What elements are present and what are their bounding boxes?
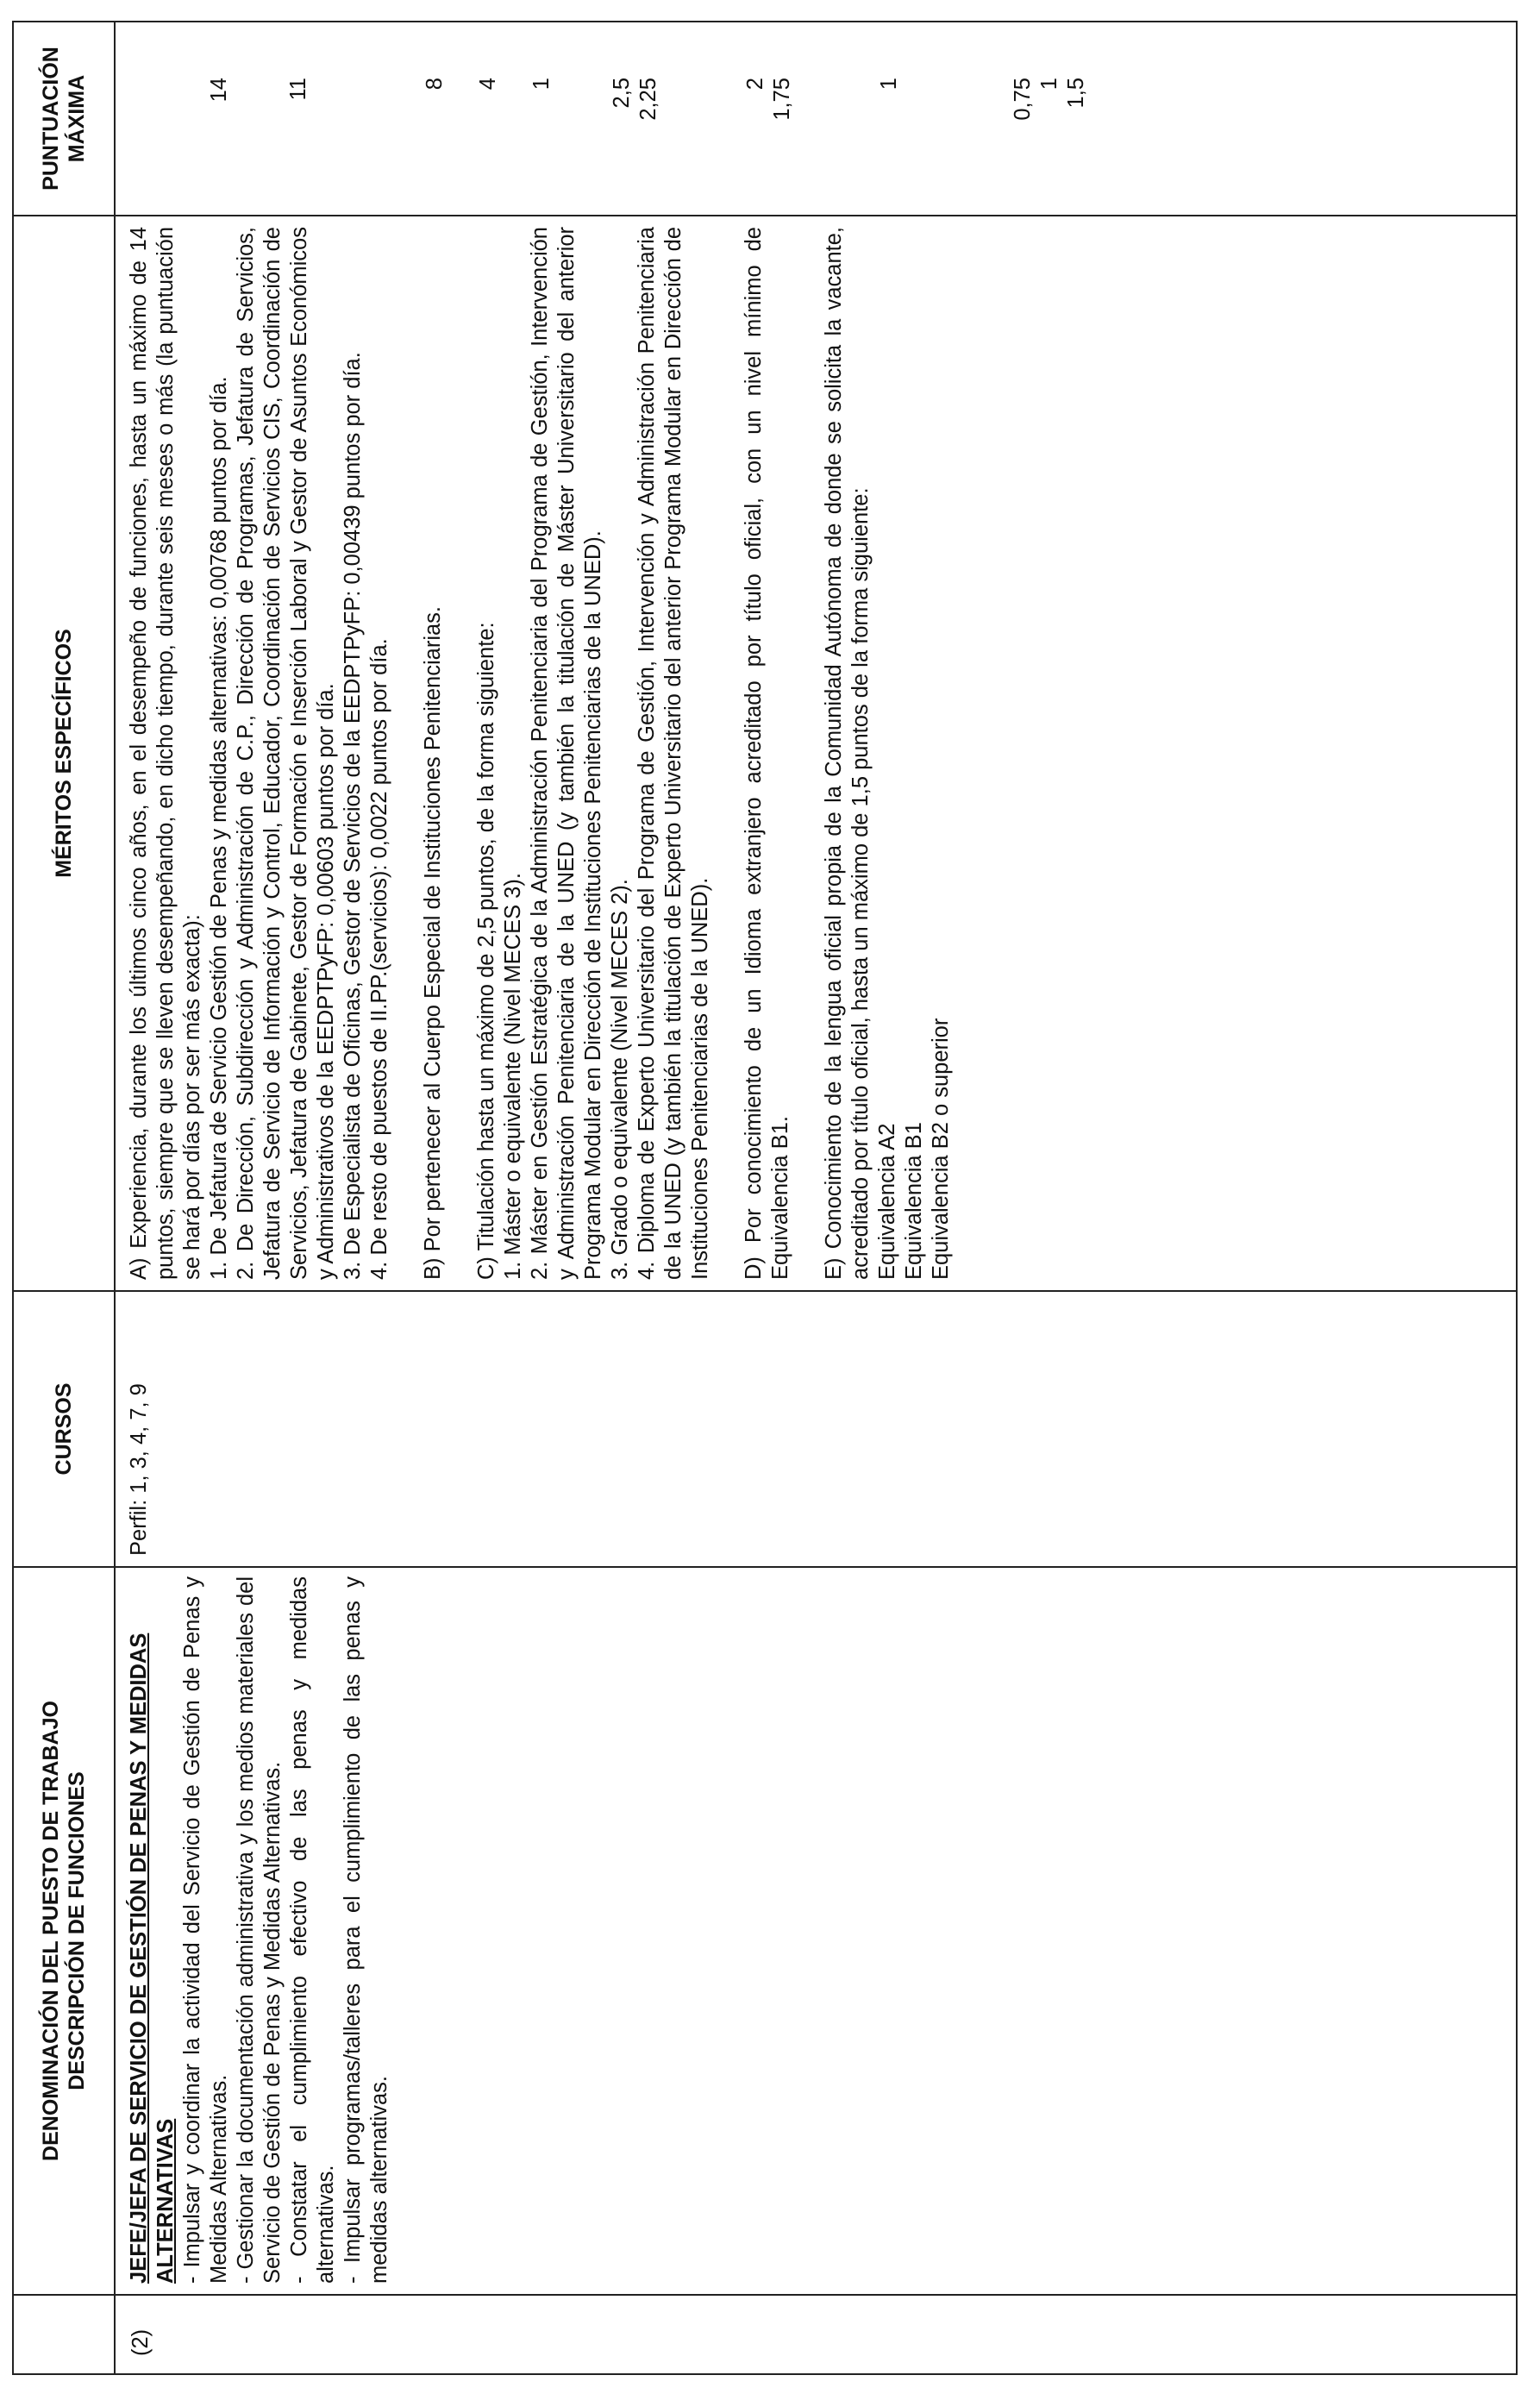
header-denominacion-line1: DENOMINACIÓN DEL PUESTO DE TRABAJO	[39, 1701, 63, 2161]
header-meritos: MÉRITOS ESPECÍFICOS	[13, 216, 115, 1291]
function-item: - Constatar el cumplimiento efectivo de las penas y medidas alternativas.	[287, 1576, 338, 2284]
score-a3: 8	[423, 78, 447, 91]
merit-block-e	[821, 227, 955, 1280]
header-puntuacion-line1: PUNTUACIÓN	[39, 47, 63, 191]
merit-a-item-1: 1. De Jefatura de Servicio Gestión de Penas y medidas alternativas: 0,00768 puntos por día.	[207, 376, 231, 1280]
meritos-cell	[115, 216, 1517, 1291]
score-e2: 1	[1037, 78, 1061, 91]
score-e3: 1,5	[1064, 78, 1088, 109]
merit-block-d	[741, 227, 794, 1280]
merit-c-intro: C) Titulación hasta un máximo de 2,5 puntos, de la forma siguiente:	[474, 622, 498, 1280]
score-c3: 2	[743, 78, 767, 91]
merit-e-item-2: Equivalencia B1	[902, 1122, 926, 1280]
table-row	[115, 22, 1517, 2374]
score-b: 1	[529, 78, 554, 91]
merit-block-b	[420, 227, 447, 1280]
header-denominacion	[13, 1567, 115, 2295]
merit-c-item-1: 1. Máster o equivalente (Nivel MECES 3).	[501, 873, 525, 1280]
score-e1: 0,75	[1011, 78, 1035, 121]
merit-c-item-4: 4. Diploma de Experto Universitario del Programa de Gestión, Intervención y Administración Penitenciaria de la UNED (y también la titulación de Experto Universitario del anterior Programa Modular en Dirección de Instituciones Penitenciarias de la UNED).	[635, 227, 712, 1280]
job-title: JEFE/JEFA DE SERVICIO DE GESTIÓN DE PENAS Y MEDIDAS ALTERNATIVAS	[127, 1633, 178, 2284]
merit-block-c	[473, 227, 714, 1280]
merit-e-item-1: Equivalencia A2	[875, 1123, 899, 1280]
score-c4: 1,75	[770, 78, 794, 121]
denominacion-cell	[115, 1567, 1517, 2295]
header-puntuacion	[13, 22, 115, 216]
score-a2: 11	[286, 78, 310, 101]
merit-a-item-2: 2. De Dirección, Subdirección y Administración de C.P., Dirección de Programas, Jefatura de Servicios, Jefatura de Servicio de Información y Control, Educador, Coordinación de Servicios CIS, Coordinación de Servicios, Jefatura de Gabinete, Gestor de Formación e Inserción Laboral y Gestor de Asuntos Económicos y Administrativos de la EEDPTPyFP: 0,00603 puntos por día.	[234, 227, 338, 1280]
merit-b-text: B) Por pertenecer al Cuerpo Especial de Instituciones Penitenciarias.	[421, 606, 445, 1280]
score-d: 1	[877, 78, 901, 91]
score-a4: 4	[476, 78, 500, 91]
merit-a-intro: A) Experiencia, durante los últimos cinco años, en el desempeño de funciones, hasta un máximo de 14 puntos, siempre que se lleven desempeñando, en dicho tiempo, durante seis meses o más (la puntuación se hará por días por ser más exacta):	[127, 227, 204, 1280]
merit-block-a	[126, 227, 393, 1280]
merit-e-intro: E) Conocimiento de la lengua oficial propia de la Comunidad Autónoma de donde se solicita la vacante, acreditado por título oficial, hasta un máximo de 1,5 puntos de la forma siguiente:	[822, 227, 873, 1280]
merit-a-item-4: 4. De resto de puestos de II.PP.(servicios): 0,0022 puntos por día.	[367, 638, 391, 1280]
header-cursos: CURSOS	[13, 1291, 115, 1567]
puntuacion-cell	[115, 22, 1517, 216]
merit-e-item-3: Equivalencia B2 o superior	[929, 1018, 953, 1280]
merit-c-item-3: 3. Grado o equivalente (Nivel MECES 2).	[608, 879, 632, 1280]
merits-table	[12, 21, 1518, 2375]
function-item: - Impulsar programas/talleres para el cumplimiento de las penas y medidas alternativas.	[341, 1576, 391, 2284]
row-number: (2)	[115, 2295, 1517, 2374]
merit-c-item-2: 2. Máster en Gestión Estratégica de la Administración Penitenciaria del Programa de Gestión, Intervención y Administración Penitenciaria de la UNED (y también la titulación de Máster Universitario del anterior Programa Modular en Dirección de Instituciones Penitenciarias de la UNED).	[528, 227, 605, 1280]
function-item: - Impulsar y coordinar la actividad del Servicio de Gestión de Penas y Medidas Alternativas.	[180, 1576, 231, 2284]
score-c1: 2,5	[610, 78, 634, 109]
merit-d-text: D) Por conocimiento de un Idioma extranjero acreditado por título oficial, con un nivel mínimo de Equivalencia B1.	[742, 227, 792, 1280]
score-c2: 2,25	[636, 78, 660, 121]
header-number	[13, 2295, 115, 2374]
header-puntuacion-line2: MÁXIMA	[65, 74, 89, 163]
merit-a-item-3: 3. De Especialista de Oficinas, Gestor de Servicios de la EEDPTPyFP: 0,00439 puntos por día.	[341, 352, 365, 1280]
header-denominacion-line2: DESCRIPCIÓN DE FUNCIONES	[65, 1771, 89, 2090]
cursos-cell: Perfil: 1, 3, 4, 7, 9	[115, 1291, 1517, 1567]
header-row	[13, 22, 115, 2374]
function-item: - Gestionar la documentación administrativa y los medios materiales del Servicio de Gestión de Penas y Medidas Alternativas.	[234, 1576, 285, 2284]
score-a-total: 14	[207, 78, 231, 103]
